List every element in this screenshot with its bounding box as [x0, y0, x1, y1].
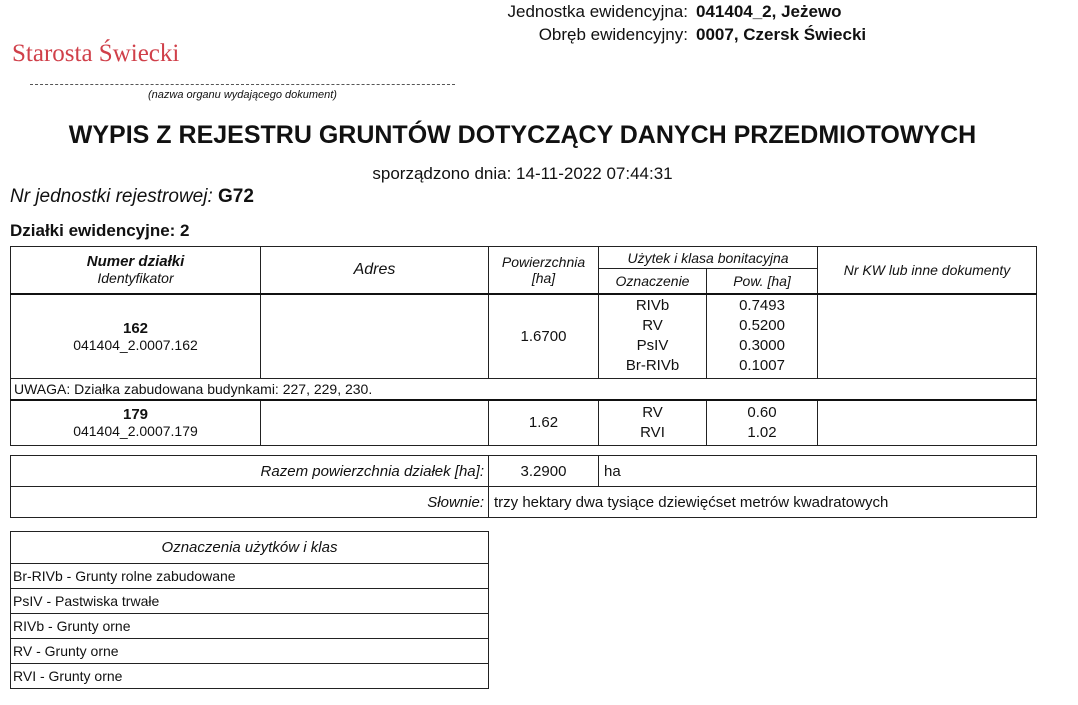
- header-number: Numer działki Identyfikator: [11, 247, 261, 294]
- parcel-area: 1.62: [489, 400, 599, 446]
- unit-label: Jednostka ewidencyjna:: [507, 2, 688, 21]
- legend-item: PsIV - Pastwiska trwałe: [11, 589, 489, 614]
- legend-item: RVI - Grunty orne: [11, 664, 489, 689]
- precinct-value: 0007, Czersk Świecki: [696, 25, 867, 44]
- organ-caption: (nazwa organu wydającego dokument): [148, 89, 337, 101]
- legend-item: RIVb - Grunty orne: [11, 614, 489, 639]
- legend-title: Oznaczenia użytków i klas: [11, 532, 489, 564]
- unit-value: 041404_2, Jeżewo: [696, 2, 842, 21]
- header-kw: Nr KW lub inne dokumenty: [818, 247, 1037, 294]
- parcel-address: [261, 400, 489, 446]
- total-label: Razem powierzchnia działek [ha]:: [11, 456, 489, 487]
- header-use-class: Użytek i klasa bonitacyjna: [599, 247, 818, 269]
- total-unit: ha: [599, 456, 1037, 487]
- registry-unit-value: G72: [218, 186, 254, 207]
- precinct-label: Obręb ewidencyjny:: [538, 25, 688, 44]
- parcel-number: 179 041404_2.0007.179: [11, 400, 261, 446]
- registry-unit: [10, 186, 254, 208]
- words-label: Słownie:: [11, 487, 489, 518]
- use-areas: 0.7493 0.5200 0.3000 0.1007: [707, 294, 818, 379]
- header-use-area: Pow. [ha]: [707, 269, 818, 294]
- parcel-kw: [818, 400, 1037, 446]
- use-areas: 0.60 1.02: [707, 400, 818, 446]
- document-title: WYPIS Z REJESTRU GRUNTÓW DOTYCZĄCY DANYCH PRZEDMIOTOWYCH: [68, 121, 977, 149]
- table-row: [11, 400, 1037, 446]
- parcels-table: [10, 246, 1037, 446]
- header-address: Adres: [261, 247, 489, 294]
- legend-table: [10, 531, 489, 689]
- header-area: Powierzchnia [ha]: [489, 247, 599, 294]
- parcel-address: [261, 294, 489, 379]
- parcel-kw: [818, 294, 1037, 379]
- parcels-heading: Działki ewidencyjne: 2: [10, 221, 190, 240]
- date-line: sporządzono dnia: 14-11-2022 07:44:31: [372, 164, 673, 183]
- parcel-number: 162 041404_2.0007.162: [11, 294, 261, 379]
- total-value: 3.2900: [489, 456, 599, 487]
- use-codes: RIVb RV PsIV Br-RIVb: [599, 294, 707, 379]
- use-codes: RV RVI: [599, 400, 707, 446]
- legend-item: RV - Grunty orne: [11, 639, 489, 664]
- registry-unit-label: Nr jednostki rejestrowej:: [10, 186, 213, 207]
- header-designation: Oznaczenie: [599, 269, 707, 294]
- parcel-area: 1.6700: [489, 294, 599, 379]
- summary-table: [10, 455, 1037, 518]
- organ-name: Starosta Świecki: [12, 40, 180, 67]
- words-value: trzy hektary dwa tysiące dziewięćset metrów kwadratowych: [489, 487, 1037, 518]
- dotted-line: [30, 84, 455, 85]
- legend-item: Br-RIVb - Grunty rolne zabudowane: [11, 564, 489, 589]
- table-row: [11, 294, 1037, 379]
- parcel-note: UWAGA: Działka zabudowana budynkami: 227, 229, 230.: [11, 379, 1037, 400]
